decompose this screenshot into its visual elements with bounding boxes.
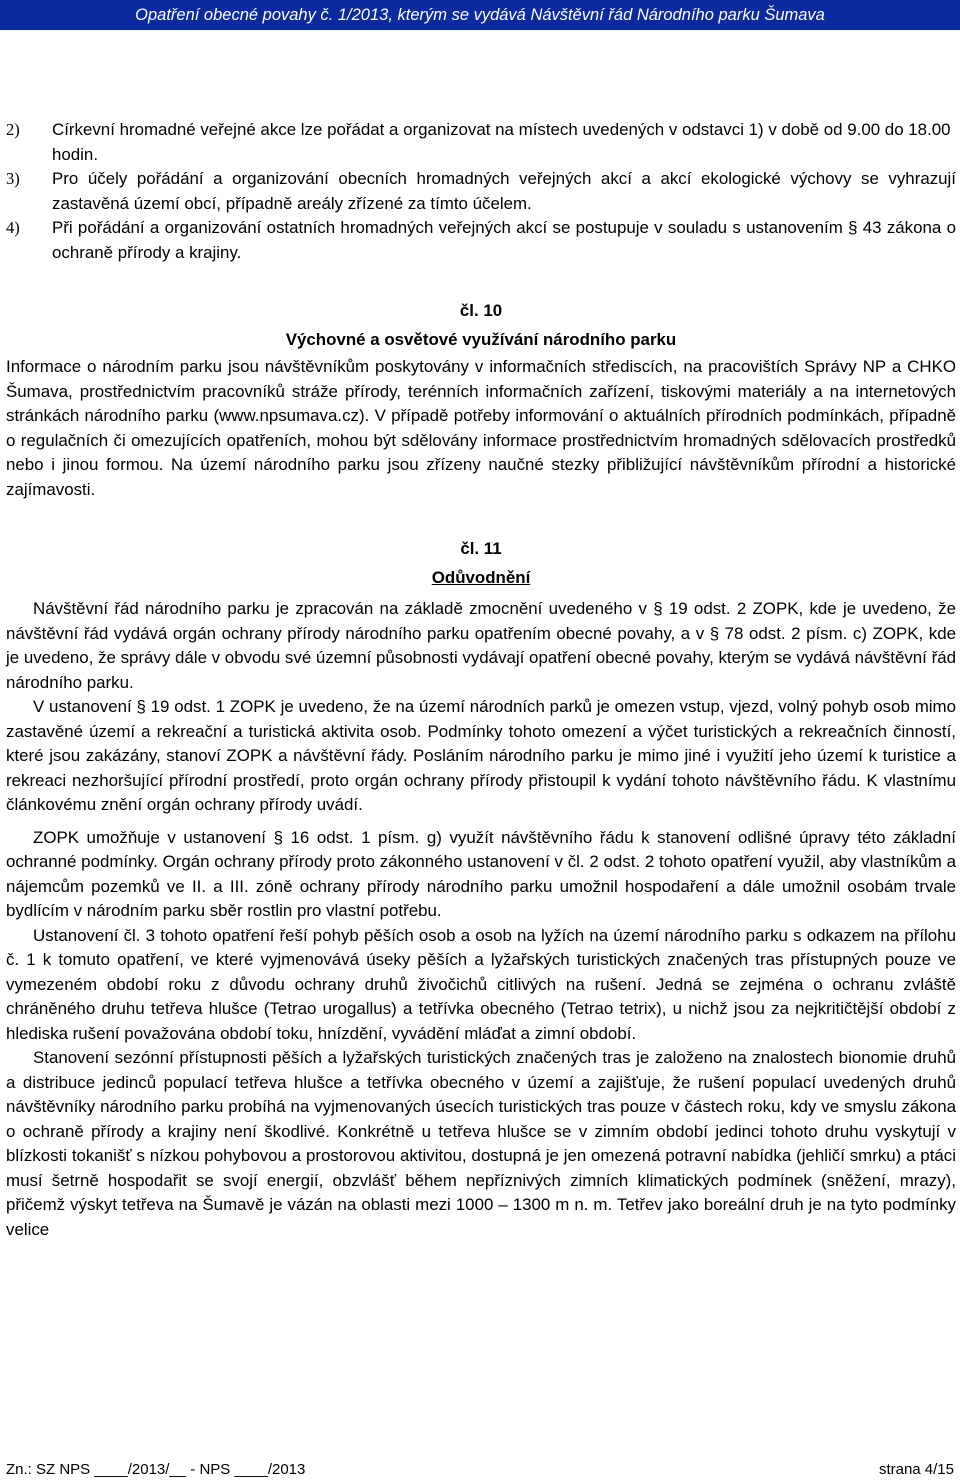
item-number: 4) [6, 218, 20, 237]
article-11-paragraph: ZOPK umožňuje v ustanovení § 16 odst. 1 písm. g) využít návštěvního řádu k stanovení odlišné úpravy této základní ochranné podmínky. Orgán ochrany přírody proto zákonného ustanovení v čl. 2 odst. 2 tohoto opatření využil, aby vlastníkům a nájemcům pozemků ve II. a III. zóně ochrany přírody národního parku umožnil hospodaření a dále umožnil osobám trvale bydlícím v národním parku sběr rostlin pro vlastní potřebu. [6, 827, 956, 920]
page-footer [6, 1460, 954, 1480]
item-text: Církevní hromadné veřejné akce lze pořádat a organizovat na místech uvedených v odstavci 1) v době od 9.00 do 18.00 hodin. [52, 120, 951, 164]
article-11-paragraph: Návštěvní řád národního parku je zpracován na základě zmocnění uvedeného v § 19 odst. 2 ZOPK, kde je uvedeno, že návštěvní řád vydává orgán ochrany přírody národního parku opatřením obecné povahy, a v § 78 odst. 2 písm. c) ZOPK, kde je uvedeno, že správy dále v obvodu své územní působnosti vydávají opatření obecné povahy, kterým se vydává návštěvní řád národního parku. [6, 599, 956, 692]
document-title: Opatření obecné povahy č. 1/2013, kterým se vydává Návštěvní řád Národního parku Šumava [135, 5, 825, 24]
article-10-paragraph: Informace o národním parku jsou návštěvníkům poskytovány v informačních střediscích, na pracovištích Správy NP a CHKO Šumava, prostřednictvím pracovníků stráže přírody, terénních informačních zařízení, tiskovými materiály a na internetových stránkách národního parku (www.npsumava.cz). V případě potřeby informování o aktuálních přírodních podmínkách, případně o regulačních či omezujících opatřeních, mohou být sdělovány informace prostřednictvím hromadných sdělovacích prostředků nebo i jinou formou. Na území národního parku jsou zřízeny naučné stezky přibližující návštěvníkům přírodní a historické zajímavosti. [6, 357, 956, 499]
list-item [6, 216, 956, 265]
article-11-paragraph: V ustanovení § 19 odst. 1 ZOPK je uvedeno, že na území národních parků je omezen vstup, vjezd, volný pohyb osob mimo zastavěné území a rekreační a turistická aktivita osob. Podmínky tohoto omezení a výčet turistických a rekreačních činností, které jsou zakázány, stanoví ZOPK a návštěvní řády. Posláním národního parku je mimo jiné i využití jeho území k turistice a rekreaci nezhoršující přírodní prostředí, proto orgán ochrany přírody přistoupil k vydání tohoto návštěvního řádu. K vlastnímu článkovému znění orgán ochrany přírody uvádí. [6, 697, 956, 814]
article-11-title: Odůvodnění [431, 568, 531, 587]
list-item [6, 167, 956, 216]
list-item [6, 118, 956, 167]
item-number: 2) [6, 120, 20, 139]
item-number: 3) [6, 169, 20, 188]
item-text: Pro účely pořádání a organizování obecních hromadných veřejných akcí a akcí ekologické výchovy se vyhrazují zastavěná území obcí, případně areály zřízené za tímto účelem. [52, 169, 956, 213]
header-bar [0, 0, 960, 30]
article-11-paragraph: Stanovení sezónní přístupnosti pěších a lyžařských turistických značených tras je založeno na znalostech bionomie druhů a distribuce jedinců populací tetřeva hlušce a tetřívka obecného v území a zajišťuje, že rušení populací uvedených druhů návštěvníky národního parku probíhá na vyjmenovaných úsecích turistických tras pouze v částech roku, kdy ve smyslu zákona o ochraně přírody a krajiny není škodlivé. Konkrétně u tetřeva hlušce se v zimním období jedinci tohoto druhu vyskytují v blízkosti tokanišť s nízkou pohybovou a prostorovou aktivitou, dostupná je jen omezená potravní nabídka (jehličí smrku) a ptáci musí šetrně hospodařit se svojí energií, obzvlášť během nepříznivých zimních klimatických podmínek (sněžení, mrazy), přičemž výskyt tetřeva na Šumavě je vázán na oblasti mezi 1000 – 1300 m n. m. Tetřev jako boreální druh je na tyto podmínky velice [6, 1048, 956, 1239]
reference-number: Zn.: SZ NPS ____/2013/__ - NPS ____/2013 [6, 1461, 306, 1478]
article-11-number: čl. 11 [460, 539, 502, 558]
article-10-title: Výchovné a osvětové využívání národního parku [285, 330, 677, 349]
article-11-paragraph: Ustanovení čl. 3 tohoto opatření řeší pohyb pěších osob a osob na lyžích na území národního parku s odkazem na přílohu č. 1 k tomuto opatření, ve které vyjmenovává úseky pěších a lyžařských turistických značených tras přístupných pouze ve vymezeném období roku z důvodu ochrany druhů živočichů citlivých na rušení. Jedná se zejména o ochranu zvláště chráněného druhu tetřeva hlušce (Tetrao urogallus) a tetřívka obecného (Tetrao tetrix), u nichž jsou za nejkritičtější období z hlediska rušení považována období toku, hnízdění, vyvádění mláďat a zimní období. [6, 925, 956, 1043]
item-text: Při pořádání a organizování ostatních hromadných veřejných akcí se postupuje v souladu s ustanovením § 43 zákona o ochraně přírody a krajiny. [52, 218, 956, 262]
document-body [6, 118, 956, 1242]
page-number: strana 4/15 [878, 1461, 954, 1478]
article-10-number: čl. 10 [459, 301, 503, 320]
